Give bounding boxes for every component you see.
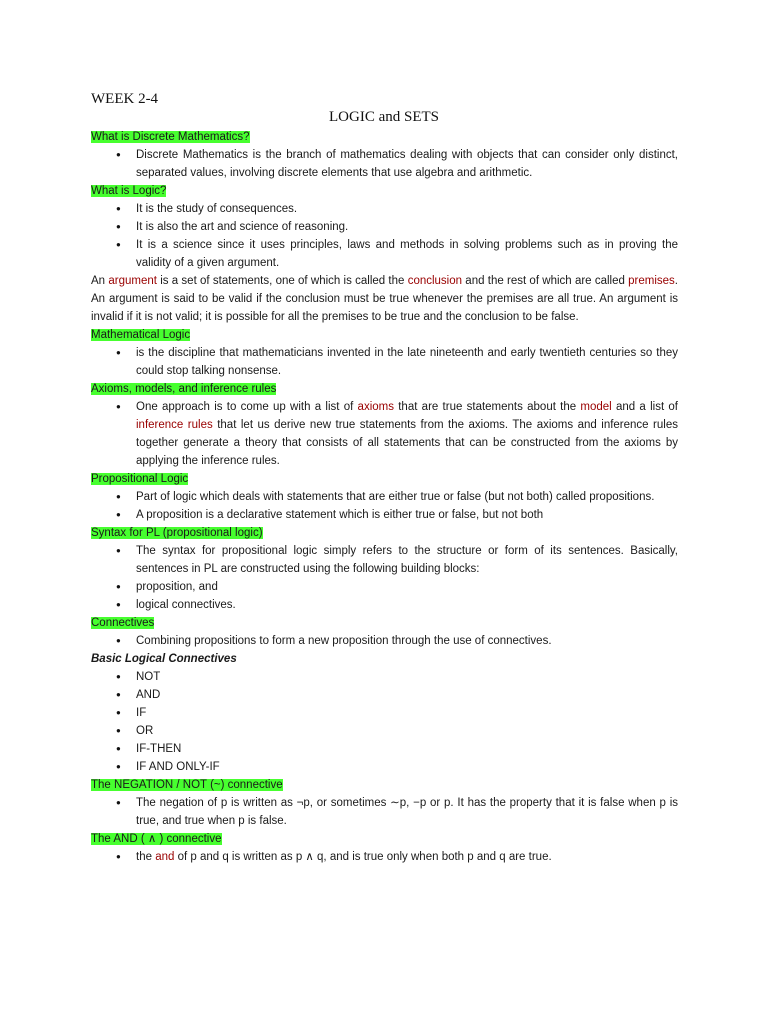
text-segment: An <box>91 275 109 287</box>
bullet-list <box>91 632 678 650</box>
section-heading-the-and-connective <box>91 830 678 848</box>
bullet-item: ● OR <box>91 722 678 740</box>
bullet-list <box>91 848 678 866</box>
bullet-list <box>91 200 678 272</box>
paragraph-argument <box>91 272 678 326</box>
term-and: and <box>155 851 175 863</box>
text-segment: and the rest of which are called <box>462 275 629 287</box>
bullet-item: ● The negation of p is written as ¬p, or sometimes ∼p, −p or p. It has the property that it is false when p is true, and true when p is false. <box>91 794 678 830</box>
bullet-item: ● IF-THEN <box>91 740 678 758</box>
term-axioms: axioms <box>357 401 394 413</box>
bullet-item <box>91 848 678 866</box>
bullet-item: ● IF AND ONLY-IF <box>91 758 678 776</box>
bullet-list <box>91 398 678 470</box>
section-heading-the-negation-not-connective <box>91 776 678 794</box>
bullet-list <box>91 668 678 776</box>
bullet-list <box>91 488 678 524</box>
text-segment: the <box>136 851 156 863</box>
text-segment: One approach is to come up with a list of <box>136 401 358 413</box>
heading-text: What is Logic? <box>91 185 167 197</box>
bullet-item: ● NOT <box>91 668 678 686</box>
heading-text: Propositional Logic <box>91 473 189 485</box>
bullet-list <box>91 794 678 830</box>
section-heading-syntax-for-pl-propositional-logic <box>91 524 678 542</box>
term-model: model <box>580 401 612 413</box>
heading-text: The NEGATION / NOT (~) connective <box>91 779 283 791</box>
heading-text: Mathematical Logic <box>91 329 191 341</box>
week-label: WEEK 2-4 <box>91 91 159 107</box>
bullet-item: ● proposition, and <box>91 578 678 596</box>
bullet-item: ● AND <box>91 686 678 704</box>
section-heading-mathematical-logic <box>91 326 678 344</box>
section-heading-axioms-models-and-inference-rules <box>91 380 678 398</box>
bullet-item: ● It is a science since it uses principles, laws and methods in solving problems such as in proving the validity of a given argument. <box>91 236 678 272</box>
text-segment: that are true statements about the <box>393 401 581 413</box>
page-title: LOGIC and SETS <box>329 109 439 125</box>
term-premises: premises <box>628 275 675 287</box>
section-heading-what-is-logic <box>91 182 678 200</box>
heading-text: Connectives <box>91 617 155 629</box>
bullet-list <box>91 146 678 182</box>
bullet-item: ● Combining propositions to form a new proposition through the use of connectives. <box>91 632 678 650</box>
bullet-item: ● IF <box>91 704 678 722</box>
term-inference-rules: inference rules <box>136 419 213 431</box>
bullet-item: ● A proposition is a declarative statement which is either true or false, but not both <box>91 506 678 524</box>
text-segment: is a set of statements, one of which is called the <box>156 275 408 287</box>
heading-text: Syntax for PL (propositional logic) <box>91 527 263 539</box>
heading-text: Basic Logical Connectives <box>91 653 237 665</box>
bullet-item: ● is the discipline that mathematicians invented in the late nineteenth and early twentieth centuries so they could stop talking nonsense. <box>91 344 678 380</box>
bullet-list <box>91 542 678 614</box>
bullet-item: ● It is also the art and science of reasoning. <box>91 218 678 236</box>
section-heading-connectives <box>91 614 678 632</box>
term-conclusion: conclusion <box>407 275 463 287</box>
section-heading-propositional-logic <box>91 470 678 488</box>
text-segment: and a list of <box>611 401 678 413</box>
heading-text: What is Discrete Mathematics? <box>91 131 250 143</box>
text-segment: that let us derive new true statements from the axioms. The axioms and inference rules together generate a theory that consists of all statements that can be constructed from the axioms by applying the inference rules. <box>136 419 678 467</box>
section-heading-what-is-discrete-mathematics <box>91 128 678 146</box>
bullet-item: ● logical connectives. <box>91 596 678 614</box>
bullet-list <box>91 344 678 380</box>
bullet-item: ● Discrete Mathematics is the branch of mathematics dealing with objects that can consider only distinct, separated values, involving discrete elements that use algebra and arithmetic. <box>91 146 678 182</box>
term-argument: argument <box>108 275 157 287</box>
bullet-item <box>91 398 678 470</box>
heading-text: Axioms, models, and inference rules <box>91 383 277 395</box>
bullet-item: ● The syntax for propositional logic simply refers to the structure or form of its sentences. Basically, sentences in PL are constructed using the following building blocks: <box>91 542 678 578</box>
text-segment: . An argument is said to be valid if the conclusion must be true whenever the premises are all true. An argument is invalid if it is not valid; it is possible for all the premises to be true and the conclusion to be false. <box>91 275 678 323</box>
text-segment: of p and q is written as p ∧ q, and is true only when both p and q are true. <box>174 851 552 863</box>
document-body <box>91 128 678 866</box>
bullet-item: ● It is the study of consequences. <box>91 200 678 218</box>
section-heading-basic-logical-connectives <box>91 650 678 668</box>
heading-text: The AND ( ∧ ) connective <box>91 833 222 845</box>
bullet-item: ● Part of logic which deals with statements that are either true or false (but not both) called propositions. <box>91 488 678 506</box>
